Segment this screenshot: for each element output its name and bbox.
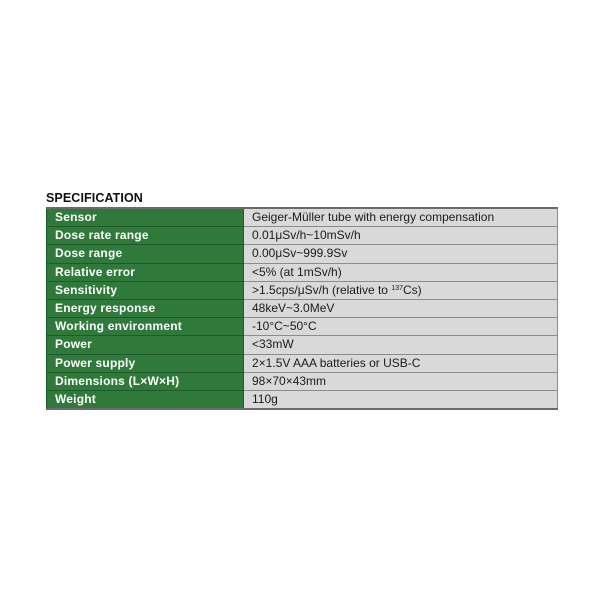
- spec-table: [46, 207, 558, 410]
- spec-value: 98×70×43mm: [244, 372, 558, 390]
- spec-key: Dimensions (L×W×H): [47, 372, 244, 390]
- isotope-mass-number: 137: [391, 284, 403, 292]
- spec-key: Weight: [47, 391, 244, 410]
- table-row: [47, 354, 558, 372]
- spec-value-prefix: >1.5cps/μSv/h (relative to: [252, 282, 392, 297]
- spec-value: [244, 281, 558, 299]
- spec-value-suffix: Cs): [403, 282, 422, 297]
- table-row: [47, 245, 558, 263]
- spec-value: Geiger-Müller tube with energy compensation: [244, 208, 558, 227]
- spec-value: 2×1.5V AAA batteries or USB-C: [244, 354, 558, 372]
- spec-value: 0.01μSv/h~10mSv/h: [244, 227, 558, 245]
- table-row: [47, 263, 558, 281]
- spec-value: 48keV~3.0MeV: [244, 300, 558, 318]
- table-row: [47, 391, 558, 410]
- table-row: [47, 372, 558, 390]
- spec-key: Power: [47, 336, 244, 354]
- spec-key: Relative error: [47, 263, 244, 281]
- spec-value: 0.00μSv~999.9Sv: [244, 245, 558, 263]
- table-row: [47, 281, 558, 299]
- spec-value: <5% (at 1mSv/h): [244, 263, 558, 281]
- spec-value: 110g: [244, 391, 558, 410]
- spec-key: Sensitivity: [47, 281, 244, 299]
- table-row: [47, 208, 558, 227]
- specification-section: [46, 191, 558, 410]
- spec-value: -10°C~50°C: [244, 318, 558, 336]
- table-row: [47, 336, 558, 354]
- spec-key: Dose range: [47, 245, 244, 263]
- section-title: SPECIFICATION: [46, 191, 143, 205]
- spec-key: Dose rate range: [47, 227, 244, 245]
- spec-key: Energy response: [47, 300, 244, 318]
- spec-value: <33mW: [244, 336, 558, 354]
- spec-key: Sensor: [47, 208, 244, 227]
- spec-key: Working environment: [47, 318, 244, 336]
- table-row: [47, 318, 558, 336]
- spec-key: Power supply: [47, 354, 244, 372]
- table-row: [47, 227, 558, 245]
- table-row: [47, 300, 558, 318]
